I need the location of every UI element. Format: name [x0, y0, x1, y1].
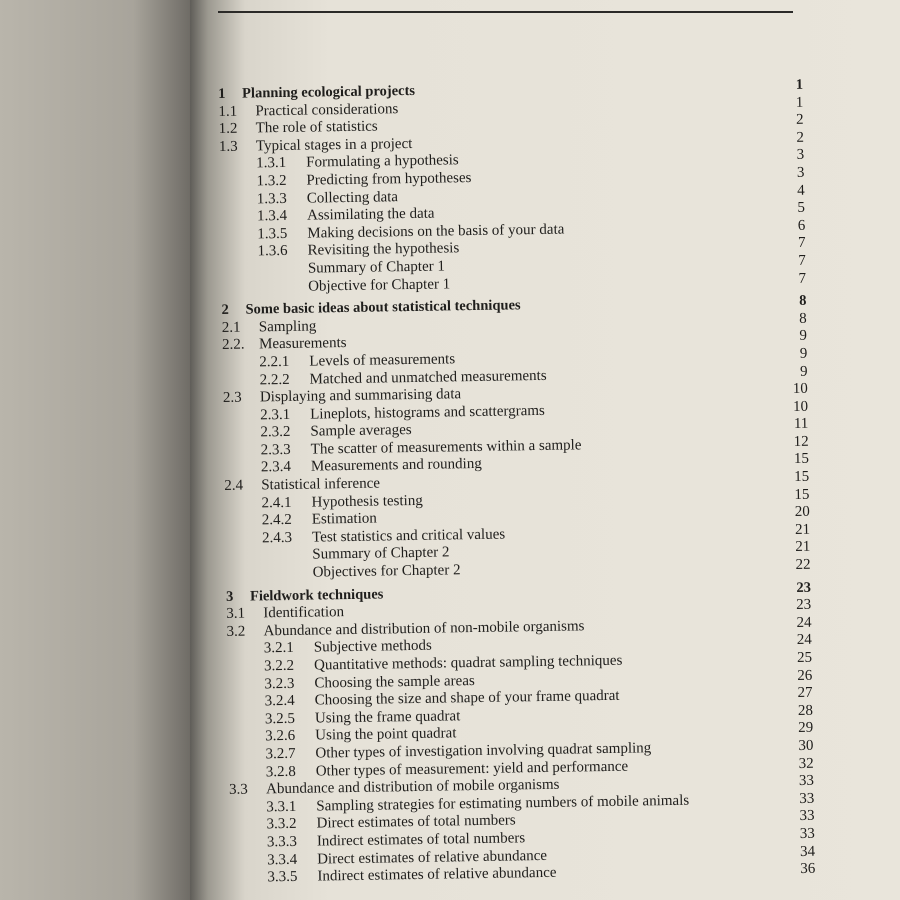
entry-title: Measurements	[258, 335, 347, 353]
entry-page-number: 33	[799, 790, 815, 807]
entry-page-number: 20	[794, 504, 810, 521]
entry-title: Practical considerations	[255, 100, 399, 120]
entry-number: 3	[225, 588, 234, 605]
entry-title: Other types of investigation involving quadrat sampling	[315, 740, 652, 762]
entry-page-number: 12	[793, 433, 809, 450]
entry-page-number: 9	[799, 345, 808, 362]
header-rule	[218, 11, 793, 13]
entry-title: Displaying and summarising data	[259, 386, 462, 406]
entry-title: Measurements and rounding	[310, 456, 482, 476]
entry-number: 3.2.7	[265, 745, 296, 763]
entry-title: Summary of Chapter 1	[307, 258, 446, 277]
entry-title: Direct estimates of total numbers	[316, 812, 516, 832]
entry-title: Summary of Chapter 2	[312, 544, 450, 564]
entry-page-number: 34	[799, 843, 816, 860]
entry-page-number: 21	[795, 539, 811, 556]
entry-title: Test statistics and critical values	[311, 526, 506, 546]
entry-page-number: 3	[796, 164, 805, 181]
entry-page-number: 29	[798, 720, 814, 737]
entry-title: Choosing the size and shape of your frame quadrat	[314, 687, 620, 709]
entry-title: The scatter of measurements within a sample	[310, 437, 582, 458]
entry-title: Indirect estimates of total numbers	[316, 830, 526, 850]
entry-title: Abundance and distribution of mobile organisms	[265, 776, 560, 798]
table-of-contents	[218, 77, 816, 888]
entry-number: 2.3	[222, 389, 242, 407]
entry-page-number: 8	[799, 292, 807, 310]
entry-number: 3.2.2	[263, 657, 295, 675]
entry-title: Formulating a hypothesis	[306, 152, 459, 171]
entry-page-number: 24	[796, 614, 812, 631]
entry-page-number: 25	[796, 649, 813, 666]
facing-page	[0, 0, 190, 900]
entry-number: 1.3.3	[256, 190, 287, 207]
entry-title: Sampling strategies for estimating numbers of mobile animals	[316, 792, 690, 815]
entry-number: 3.3.5	[267, 868, 298, 886]
entry-number: 3.2.6	[265, 728, 296, 745]
entry-number: 2.3.2	[260, 424, 291, 441]
entry-title: Fieldwork techniques	[249, 586, 384, 605]
entry-number: 2.4.3	[261, 529, 293, 547]
entry-number: 2.2.2	[259, 371, 290, 388]
entry-page-number: 15	[794, 468, 810, 486]
entry-page-number: 15	[794, 486, 810, 503]
entry-page-number: 5	[797, 199, 806, 217]
entry-title: Sample averages	[310, 422, 412, 440]
entry-page-number: 33	[799, 808, 815, 825]
entry-page-number: 1	[795, 76, 804, 93]
entry-page-number: 32	[798, 755, 814, 772]
entry-number: 3.2.3	[264, 675, 295, 692]
entry-page-number: 33	[799, 825, 815, 842]
entry-title: The role of statistics	[255, 118, 378, 137]
entry-title: Choosing the sample areas	[314, 672, 475, 692]
entry-page-number: 27	[797, 684, 813, 702]
entry-number: 1	[218, 85, 226, 102]
entry-title: Quantitative methods: quadrat sampling techniques	[313, 652, 623, 674]
entry-page-number: 28	[797, 702, 814, 719]
entry-page-number: 1	[795, 94, 804, 111]
entry-number: 3.2.4	[264, 693, 295, 710]
entry-title: Revisiting the hypothesis	[307, 240, 460, 259]
entry-page-number: 23	[796, 579, 812, 596]
entry-title: Lineplots, histograms and scattergrams	[310, 402, 545, 423]
entry-title: Abundance and distribution of non-mobile organisms	[263, 618, 585, 640]
entry-page-number: 2	[796, 129, 805, 146]
entry-number: 3.2	[226, 623, 246, 640]
entry-number: 2.3.1	[260, 406, 291, 424]
entry-page-number: 7	[798, 270, 807, 287]
entry-title: Predicting from hypotheses	[306, 169, 472, 189]
entry-number: 3.2.1	[263, 640, 294, 657]
entry-page-number: 10	[792, 398, 809, 415]
entry-title: Matched and unmatched measurements	[309, 367, 547, 388]
entry-page-number: 9	[799, 328, 808, 345]
entry-title: Subjective methods	[313, 638, 432, 656]
entry-number: 3.3.1	[266, 798, 297, 816]
entry-page-number: 26	[797, 667, 813, 684]
entry-number: 1.3.4	[256, 208, 288, 225]
entry-number: 3.2.8	[265, 763, 296, 780]
entry-title: Planning ecological projects	[241, 82, 416, 102]
entry-title: Objectives for Chapter 2	[312, 562, 461, 581]
entry-number: 1.3.2	[256, 172, 287, 190]
entry-number: 3.3	[228, 781, 248, 799]
entry-page-number: 36	[800, 860, 816, 878]
entry-number: 3.1	[226, 605, 246, 623]
entry-page-number: 33	[798, 772, 815, 790]
entry-number: 2.2.1	[259, 353, 290, 371]
entry-number: 2.2.	[221, 336, 245, 354]
entry-title: Estimation	[311, 510, 377, 528]
entry-title: Hypothesis testing	[311, 492, 423, 511]
entry-title: Statistical inference	[261, 475, 381, 494]
entry-page-number: 2	[795, 111, 804, 129]
entry-number: 3.3.4	[267, 851, 298, 868]
entry-title: Using the point quadrat	[315, 725, 457, 744]
entry-title: Indirect estimates of relative abundance	[317, 864, 557, 885]
entry-page-number: 22	[795, 556, 811, 574]
entry-title: Other types of measurement: yield and performance	[315, 758, 629, 780]
entry-number: 2.4.1	[261, 494, 292, 512]
entry-number: 1.1	[218, 103, 238, 120]
entry-number: 1.3.6	[257, 243, 288, 260]
entry-title: Identification	[263, 604, 345, 622]
entry-title: Assimilating the data	[306, 205, 435, 224]
entry-number: 3.3.3	[266, 833, 298, 851]
entry-number: 1.3.1	[256, 155, 287, 172]
entry-page-number: 30	[798, 737, 814, 754]
entry-page-number: 11	[793, 416, 809, 433]
contents-page	[190, 0, 900, 900]
entry-title: Using the frame quadrat	[314, 708, 461, 727]
entry-page-number: 7	[798, 252, 806, 269]
entry-number: 2	[221, 301, 229, 319]
entry-number: 2.3.3	[260, 441, 291, 459]
entry-title: Making decisions on the basis of your data	[307, 221, 565, 242]
entry-title: Sampling	[258, 318, 317, 336]
entry-number: 2.3.4	[260, 459, 292, 476]
entry-number: 3.2.5	[264, 710, 296, 728]
entry-page-number: 8	[799, 310, 807, 327]
entry-page-number: 23	[796, 596, 812, 614]
entry-title: Objective for Chapter 1	[308, 275, 451, 295]
entry-page-number: 6	[797, 217, 806, 234]
entry-page-number: 4	[797, 182, 805, 199]
entry-title: Typical stages in a project	[255, 135, 413, 155]
entry-title: Some basic ideas about statistical techniques	[245, 297, 521, 318]
entry-number: 3.3.2	[266, 816, 297, 833]
entry-page-number: 7	[797, 235, 806, 252]
entry-page-number: 9	[799, 363, 808, 380]
entry-page-number: 24	[796, 632, 812, 649]
entry-title: Collecting data	[306, 188, 399, 207]
entry-page-number: 10	[792, 380, 808, 398]
entry-number: 1.3	[218, 138, 238, 155]
entry-number: 2.4	[224, 477, 244, 495]
entry-title: Direct estimates of relative abundance	[317, 847, 548, 868]
entry-number: 2.1	[221, 319, 241, 336]
entry-number: 1.2	[218, 120, 238, 138]
entry-title: Levels of measurements	[309, 351, 456, 370]
entry-page-number: 21	[794, 521, 811, 538]
entry-number: 1.3.5	[257, 225, 288, 243]
entry-page-number: 15	[793, 451, 810, 468]
entry-page-number: 3	[796, 147, 805, 164]
entry-number: 2.4.2	[261, 512, 292, 529]
